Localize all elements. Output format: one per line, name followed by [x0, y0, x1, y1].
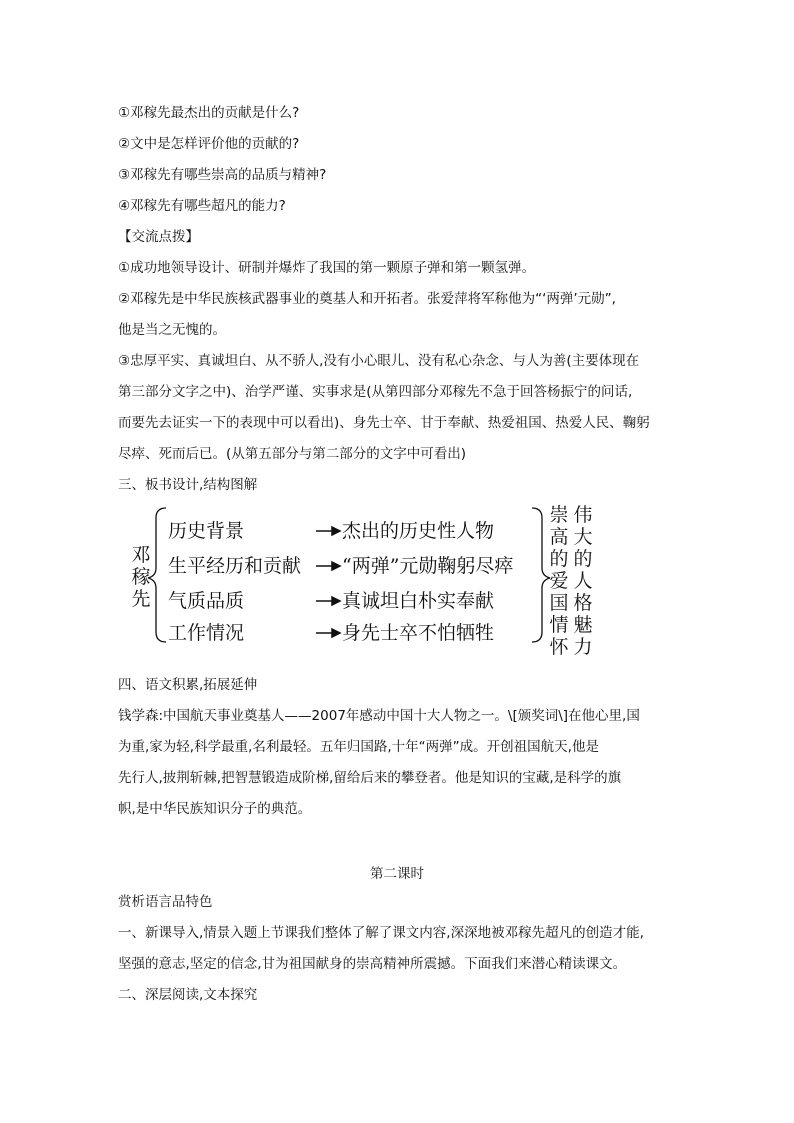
summary-column-1: 崇 高 的 爱 国 情 怀	[549, 504, 569, 658]
arrow-icon	[332, 629, 340, 637]
summary-column-2: 伟 大 的 人 格 魅 力	[573, 504, 593, 658]
right-item: 杰出的历史性人物	[342, 520, 495, 542]
answer-line: 而要先去证实一下的表现中可以看出)、身先士卒、甘于奉献、热爱祖国、热爱人民、鞠躬	[118, 415, 650, 431]
lesson2-title: 第二课时	[370, 866, 424, 882]
question-3: ③邓稼先有哪些崇高的品质与精神?	[118, 167, 327, 183]
exchange-heading: 【交流点拨】	[118, 229, 199, 245]
answer-line: 他是当之无愧的。	[118, 322, 226, 338]
left-item: 历史背景	[168, 520, 245, 542]
section4-line: 钱学森:中国航天事业奠基人——2007年感动中国十大人物之一。\[颁奖词\]在他心里,国	[118, 708, 640, 724]
right-item: 真诚坦白朴实奉献	[342, 590, 495, 612]
section2-title: 二、深层阅读,文本探究	[118, 987, 258, 1003]
board-diagram	[120, 500, 640, 665]
answer-line: 尽瘁、死而后已。(从第五部分与第二部分的文字中可看出)	[118, 446, 467, 462]
section4-line: 帜,是中华民族知识分子的典范。	[118, 801, 312, 817]
section4-line: 为重,家为轻,科学最重,名利最轻。五年归国路,十年“两弹”成。开创祖国航天,他是	[118, 739, 599, 755]
arrow-icon	[332, 597, 340, 605]
answer-line: ①成功地领导设计、研制并爆炸了我国的第一颗原子弹和第一颗氢弹。	[118, 260, 536, 276]
left-item: 气质品质	[168, 590, 245, 612]
section3-title: 三、板书设计,结构图解	[118, 477, 258, 493]
question-1: ①邓稼先最杰出的贡献是什么?	[118, 105, 300, 121]
left-item: 生平经历和贡献	[168, 555, 302, 577]
answer-line: ②邓稼先是中华民族核武器事业的奠基人和开拓者。张爱萍将军称他为“‘两弹’元勋”,	[118, 291, 616, 307]
arrow-icon	[332, 527, 340, 535]
center-name: 邓 稼 先	[131, 544, 151, 610]
section4-line: 先行人,披荆斩棘,把智慧锻造成阶梯,留给后来的攀登者。他是知识的宝藏,是科学的旗	[118, 770, 622, 786]
lesson2-subtitle: 赏析语言品特色	[118, 894, 213, 910]
intro-line: 坚强的意志,坚定的信念,甘为祖国献身的崇高精神所震撼。下面我们来潜心精读课文。	[118, 956, 627, 972]
intro-line: 一、新课导入,情景入题上节课我们整体了解了课文内容,深深地被邓稼先超凡的创造才能,	[118, 925, 644, 941]
question-4: ④邓稼先有哪些超凡的能力?	[118, 198, 286, 214]
right-item: “两弹”元勋鞠躬尽瘁	[342, 555, 514, 577]
answer-line: ③忠厚平实、真诚坦白、从不骄人,没有小心眼儿、没有私心杂念、与人为善(主要体现在	[118, 353, 640, 369]
left-item: 工作情况	[168, 622, 245, 644]
right-item: 身先士卒不怕牺牲	[342, 622, 495, 644]
answer-line: 第三部分文字之中)、治学严谨、实事求是(从第四部分邓稼先不急于回答杨振宁的问话,	[118, 384, 633, 400]
section4-title: 四、语文积累,拓展延伸	[118, 677, 258, 693]
left-brace-icon	[148, 508, 166, 642]
question-2: ②文中是怎样评价他的贡献的?	[118, 136, 300, 152]
arrow-icon	[332, 562, 340, 570]
